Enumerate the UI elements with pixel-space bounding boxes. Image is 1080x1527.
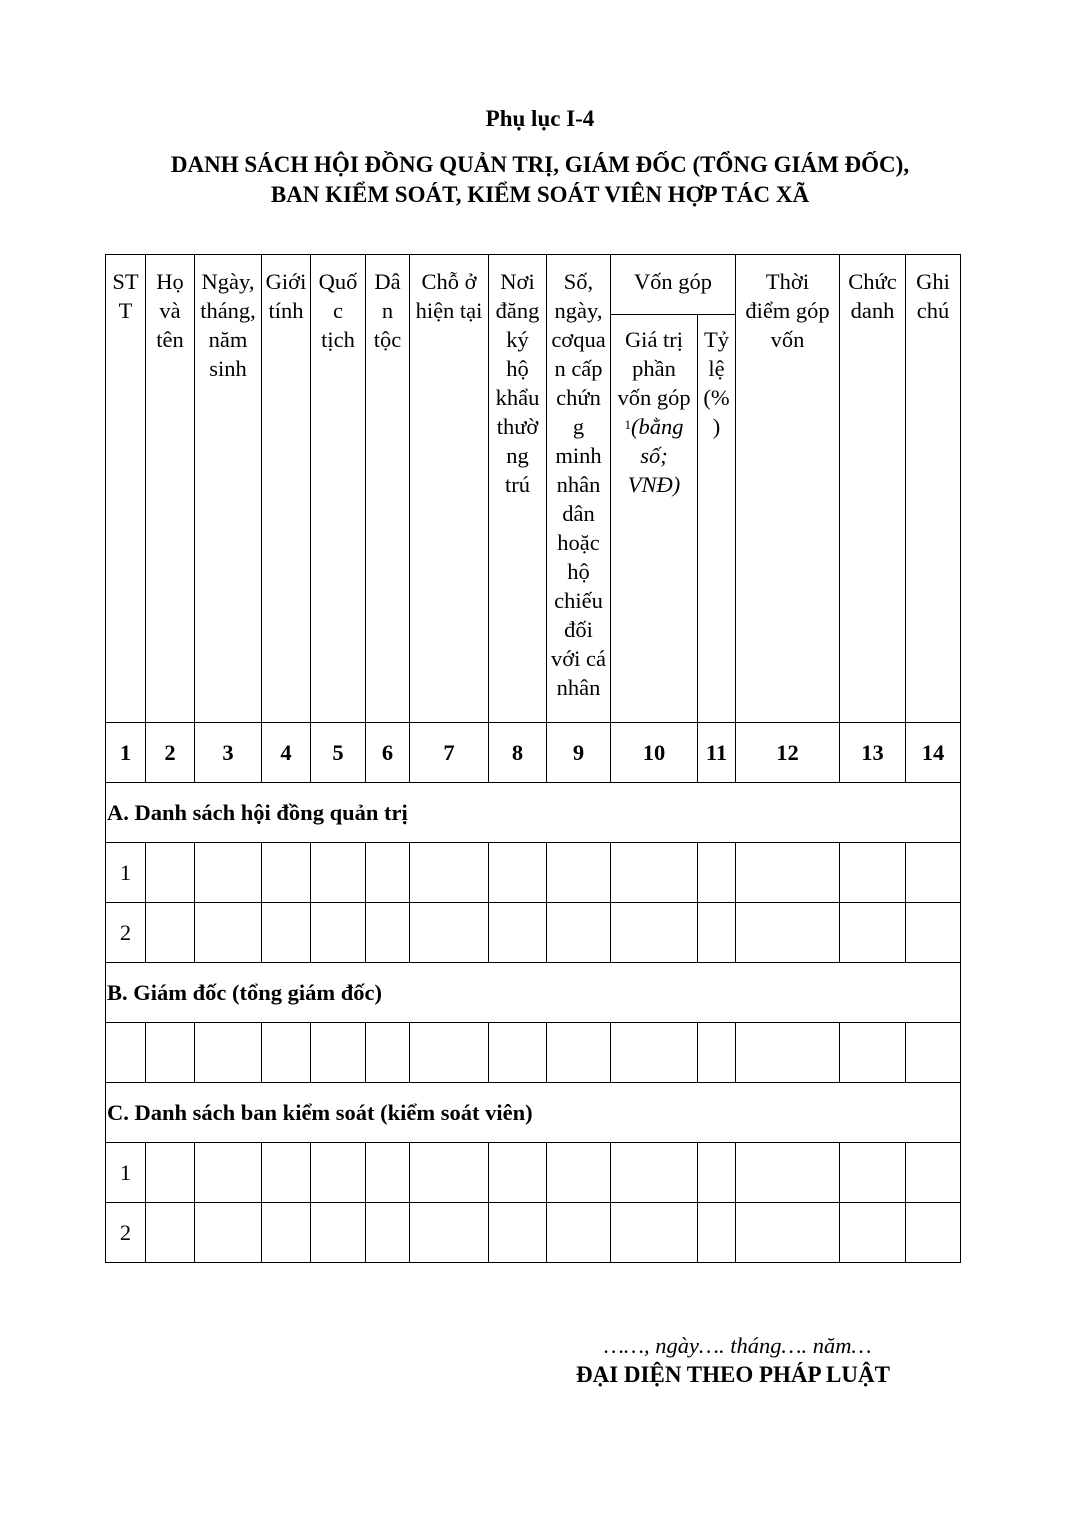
col-contribution-time-header — [736, 255, 840, 723]
empty-cell — [840, 1143, 906, 1203]
header-text-line: ng — [506, 443, 529, 468]
empty-cell — [195, 1143, 262, 1203]
empty-cell — [547, 903, 611, 963]
table-row — [106, 1203, 961, 1263]
appendix-label: Phụ lục I-4 — [485, 106, 595, 131]
section-b-title: B. Giám đốc (tổng giám đốc) — [106, 963, 961, 1023]
header-text-line: tộc — [373, 327, 402, 352]
col-capital-header: Vốn góp — [611, 255, 736, 315]
col-nationality-header — [311, 255, 366, 723]
column-number: 11 — [698, 723, 736, 783]
row-number: 1 — [106, 843, 146, 903]
header-text-line: ST — [112, 269, 139, 294]
empty-cell — [410, 1143, 489, 1203]
col-gender-header — [262, 255, 311, 723]
empty-cell — [611, 1203, 698, 1263]
header-text-line: n — [381, 298, 394, 323]
header-text-line: lệ — [708, 356, 725, 381]
empty-cell — [698, 1023, 736, 1083]
section-b-row — [106, 963, 961, 1023]
header-text-line: Quố — [318, 269, 358, 294]
col-id-document-header — [547, 255, 611, 723]
signature-title: ĐẠI DIỆN THEO PHÁP LUẬT — [576, 1362, 890, 1387]
header-text-line: và — [159, 298, 181, 323]
empty-cell — [698, 843, 736, 903]
empty-cell — [736, 843, 840, 903]
column-number: 5 — [311, 723, 366, 783]
header-text-line: cơqua — [551, 327, 606, 352]
document-title — [0, 150, 1080, 210]
empty-cell — [547, 843, 611, 903]
header-text-line: tên — [156, 327, 184, 352]
header-text-line: hộ — [506, 356, 529, 381]
empty-cell — [366, 843, 410, 903]
empty-cell — [611, 903, 698, 963]
empty-cell — [410, 903, 489, 963]
col-capital-value-header — [611, 315, 698, 723]
header-text-line: Số, — [563, 269, 594, 294]
col-name-header — [146, 255, 195, 723]
empty-cell — [611, 1023, 698, 1083]
empty-cell — [840, 1023, 906, 1083]
header-text-line: dân — [562, 501, 595, 526]
header-text-line: tịch — [321, 327, 355, 352]
section-c-title: C. Danh sách ban kiểm soát (kiểm soát viên) — [106, 1083, 961, 1143]
table-row — [106, 1023, 961, 1083]
header-text-line: nhân — [556, 675, 601, 700]
column-number: 13 — [840, 723, 906, 783]
header-text-line: đăng — [495, 298, 540, 323]
header-text-line: Dâ — [374, 269, 401, 294]
table-row — [106, 843, 961, 903]
header-text-line: Chức — [848, 269, 897, 294]
column-number: 14 — [906, 723, 961, 783]
header-text-line: Họ — [156, 269, 184, 294]
empty-cell — [195, 1203, 262, 1263]
col-registration-header — [489, 255, 547, 723]
header-text-line: minh — [555, 443, 602, 468]
header-text-line: thườ — [496, 414, 539, 439]
empty-cell — [547, 1203, 611, 1263]
header-text-line: Giá trị — [624, 327, 684, 352]
header-text-line: hoặc — [557, 530, 600, 555]
empty-cell — [547, 1143, 611, 1203]
empty-cell — [366, 903, 410, 963]
empty-cell — [262, 1203, 311, 1263]
header-text-line: tính — [268, 298, 304, 323]
empty-cell — [311, 1023, 366, 1083]
row-number: 2 — [106, 1203, 146, 1263]
header-text-line: sinh — [209, 356, 247, 381]
empty-cell — [366, 1023, 410, 1083]
table-row — [106, 903, 961, 963]
empty-cell — [489, 903, 547, 963]
row-number: 2 — [106, 903, 146, 963]
column-number-row — [106, 723, 961, 783]
empty-cell — [262, 1023, 311, 1083]
section-c-row — [106, 1083, 961, 1143]
empty-cell — [195, 1023, 262, 1083]
header-text-line: tháng, — [200, 298, 256, 323]
empty-cell — [906, 1143, 961, 1203]
col-ethnicity-header — [366, 255, 410, 723]
capital-value-label — [611, 325, 697, 412]
header-text-line: điểm góp — [745, 298, 830, 323]
header-text-line: Tỷ — [704, 327, 729, 352]
document-title-line-1: DANH SÁCH HỘI ĐỒNG QUẢN TRỊ, GIÁM ĐỐC (TỔNG GIÁM ĐỐC), — [170, 152, 910, 177]
member-list-table — [105, 254, 961, 1263]
header-text-line: Ngày, — [201, 269, 255, 294]
header-text-line: g — [572, 414, 585, 439]
signature-date-line: ……, ngày…. tháng…. năm… — [604, 1333, 872, 1358]
header-text-line: n cấp — [554, 356, 603, 381]
empty-cell — [262, 903, 311, 963]
column-number: 7 — [410, 723, 489, 783]
empty-cell — [906, 843, 961, 903]
empty-cell — [410, 1203, 489, 1263]
empty-cell — [195, 903, 262, 963]
header-text-line: năm — [208, 327, 248, 352]
empty-cell — [906, 903, 961, 963]
row-number — [106, 1023, 146, 1083]
header-text-line: chứn — [556, 385, 601, 410]
empty-cell — [146, 1023, 195, 1083]
header-text-line: Giới — [265, 269, 307, 294]
empty-cell — [736, 903, 840, 963]
capital-value-note-line-1: (bằng — [631, 414, 684, 439]
header-text-line: Chỗ ở — [421, 269, 477, 294]
footnote-mark: 1 — [624, 417, 631, 432]
table-row — [106, 1143, 961, 1203]
empty-cell — [698, 903, 736, 963]
col-ratio-header — [698, 315, 736, 723]
header-text-line: Thời — [765, 269, 810, 294]
col-stt-header — [106, 255, 146, 723]
header-text-line: hiện tại — [415, 298, 483, 323]
col-birthdate-header — [195, 255, 262, 723]
header-text-line: hộ — [567, 559, 590, 584]
empty-cell — [489, 843, 547, 903]
document-title-line-2: BAN KIỂM SOÁT, KIỂM SOÁT VIÊN HỢP TÁC XÃ — [270, 182, 810, 207]
empty-cell — [146, 843, 195, 903]
column-number: 6 — [366, 723, 410, 783]
header-text-line: (% — [703, 385, 730, 410]
column-number: 10 — [611, 723, 698, 783]
column-number: 3 — [195, 723, 262, 783]
empty-cell — [611, 843, 698, 903]
empty-cell — [311, 903, 366, 963]
empty-cell — [840, 903, 906, 963]
empty-cell — [840, 843, 906, 903]
header-text-line: chú — [916, 298, 950, 323]
empty-cell — [489, 1023, 547, 1083]
empty-cell — [410, 1023, 489, 1083]
header-text-line: trú — [505, 472, 530, 497]
row-number: 1 — [106, 1143, 146, 1203]
column-number: 12 — [736, 723, 840, 783]
header-text-line: khẩu — [495, 385, 540, 410]
header-text-line: vốn — [770, 327, 805, 352]
empty-cell — [736, 1143, 840, 1203]
column-number: 4 — [262, 723, 311, 783]
header-text-line: với cá — [551, 646, 606, 671]
empty-cell — [736, 1023, 840, 1083]
capital-value-note-line-3: VNĐ) — [627, 472, 681, 497]
empty-cell — [146, 1143, 195, 1203]
column-number: 8 — [489, 723, 547, 783]
empty-cell — [262, 1143, 311, 1203]
empty-cell — [547, 1023, 611, 1083]
header-text-line: danh — [850, 298, 895, 323]
header-text-line: ngày, — [554, 298, 603, 323]
col-residence-header — [410, 255, 489, 723]
header-text-line: nhân — [556, 472, 601, 497]
empty-cell — [840, 1203, 906, 1263]
empty-cell — [906, 1203, 961, 1263]
empty-cell — [698, 1143, 736, 1203]
empty-cell — [311, 1203, 366, 1263]
empty-cell — [262, 843, 311, 903]
column-number: 1 — [106, 723, 146, 783]
empty-cell — [906, 1023, 961, 1083]
capital-value-note-line-2: số; — [640, 443, 668, 468]
capital-value-note — [611, 412, 697, 499]
col-position-header — [840, 255, 906, 723]
header-text-line: c — [333, 298, 343, 323]
empty-cell — [146, 1203, 195, 1263]
empty-cell — [736, 1203, 840, 1263]
column-number: 2 — [146, 723, 195, 783]
header-text-line: Ghi — [916, 269, 950, 294]
empty-cell — [366, 1143, 410, 1203]
empty-cell — [146, 903, 195, 963]
header-text-line: phần — [632, 356, 676, 381]
empty-cell — [311, 1143, 366, 1203]
header-text-line: T — [118, 298, 133, 323]
empty-cell — [366, 1203, 410, 1263]
empty-cell — [698, 1203, 736, 1263]
header-text-line: vốn góp — [617, 385, 691, 410]
col-notes-header — [906, 255, 961, 723]
column-number: 9 — [547, 723, 611, 783]
header-text-line: chiếu — [554, 588, 603, 613]
header-text-line: đối — [564, 617, 593, 642]
header-text-line: ) — [712, 414, 721, 439]
header-text-line: ký — [506, 327, 529, 352]
header-row-1 — [106, 255, 961, 315]
header-text-line: Nơi — [500, 269, 535, 294]
empty-cell — [410, 843, 489, 903]
empty-cell — [611, 1143, 698, 1203]
empty-cell — [489, 1203, 547, 1263]
section-a-row — [106, 783, 961, 843]
empty-cell — [311, 843, 366, 903]
section-a-title: A. Danh sách hội đồng quản trị — [106, 783, 961, 843]
empty-cell — [489, 1143, 547, 1203]
empty-cell — [195, 843, 262, 903]
